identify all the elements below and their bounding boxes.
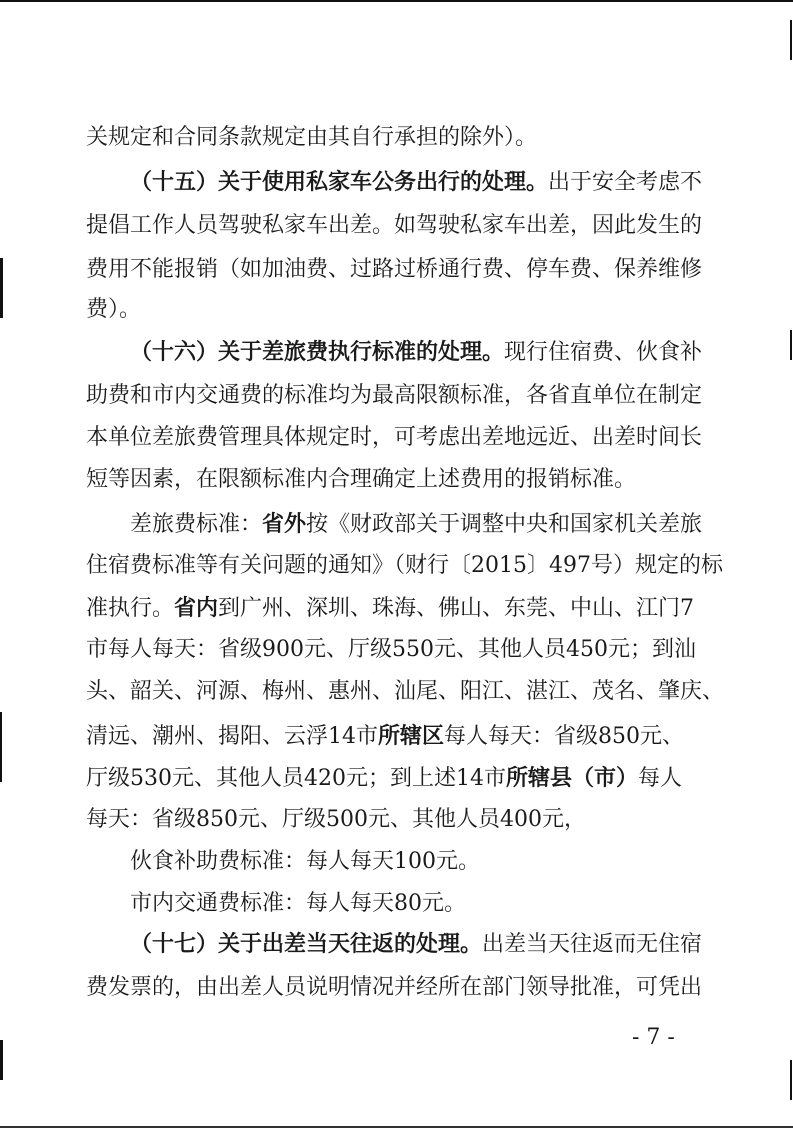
- text-line: [86, 722, 706, 750]
- local-transport-line: [130, 890, 750, 918]
- text-line: [86, 424, 706, 452]
- scan-edge-right: [790, 20, 792, 60]
- text: 伙食补助费标准：每人每天100元。: [130, 849, 480, 874]
- bold-term: 所辖区: [378, 723, 445, 749]
- text: 差旅费标准：: [130, 512, 263, 537]
- text: 头、韶关、河源、梅州、惠州、汕尾、阳江、湛江、茂名、肇庆、: [86, 679, 725, 704]
- text-line: [86, 678, 725, 706]
- text-line: [86, 594, 706, 622]
- text-line: [86, 296, 706, 324]
- section-17-heading: （十七）关于出差当天往返的处理。: [130, 931, 483, 957]
- text-line: [86, 806, 706, 834]
- scan-edge-right: [790, 330, 792, 360]
- text: 准执行。: [86, 596, 175, 621]
- text-line: [86, 764, 706, 792]
- section-16-heading: （十六）关于差旅费执行标准的处理。: [130, 339, 505, 365]
- text: 费）。: [86, 297, 142, 322]
- text-line: [86, 124, 706, 152]
- scan-edge-right: [790, 1060, 792, 1100]
- text: 提倡工作人员驾驶私家车出差。如驾驶私家车出差，因此发生的: [86, 213, 703, 238]
- text-line: [86, 382, 706, 410]
- travel-standard-line: [130, 510, 750, 538]
- scan-edge-bottom: [0, 1126, 793, 1128]
- text: 出于安全考虑不: [548, 170, 703, 195]
- text: 到广州、深圳、珠海、佛山、东莞、中山、江门7: [218, 596, 695, 621]
- text-line: [86, 974, 706, 1002]
- text-line: [86, 466, 706, 494]
- scan-edge-top: [0, 0, 793, 2]
- meal-allowance-line: [130, 848, 750, 876]
- bold-term: 省内: [174, 595, 219, 621]
- text: 清远、潮州、揭阳、云浮14市: [86, 724, 378, 749]
- scan-edge-left: [0, 1040, 3, 1080]
- scan-edge-left: [0, 258, 3, 318]
- section-15-heading: （十五）关于使用私家车公务出行的处理。: [130, 169, 549, 195]
- section-16-heading-line: [130, 338, 750, 366]
- section-15-heading-line: [130, 168, 750, 196]
- text-line: [86, 256, 706, 284]
- text: 短等因素，在限额标准内合理确定上述费用的报销标准。: [86, 467, 637, 492]
- page-number: - 7 -: [632, 1025, 675, 1050]
- text: 本单位差旅费管理具体规定时，可考虑出差地远近、出差时间长: [86, 425, 703, 450]
- text: 住宿费标准等有关问题的通知》（财行〔2015〕497号）规定的标: [86, 553, 723, 578]
- text: 市每人每天：省级900元、厅级550元、其他人员450元；到汕: [86, 637, 696, 662]
- text-line: [86, 552, 723, 580]
- scan-edge-left: [0, 712, 2, 782]
- text: 每人每天：省级850元、: [444, 724, 685, 749]
- bold-term: 所辖县（市）: [505, 765, 638, 791]
- text: 出差当天往返而无住宿: [482, 932, 703, 957]
- text: 费用不能报销（如加油费、过路过桥通行费、停车费、保养维修: [86, 257, 703, 282]
- text: 每天：省级850元、厅级500元、其他人员400元，: [86, 807, 586, 832]
- text: 费发票的，由出差人员说明情况并经所在部门领导批准，可凭出: [86, 975, 703, 1000]
- text: 现行住宿费、伙食补: [504, 340, 703, 365]
- text: 助费和市内交通费的标准均为最高限额标准，各省直单位在制定: [86, 383, 703, 408]
- section-17-heading-line: [130, 930, 750, 958]
- text-line: [86, 212, 706, 240]
- text-line: [86, 636, 706, 664]
- text: 市内交通费标准：每人每天80元。: [130, 891, 466, 916]
- text: 按《财政部关于调整中央和国家机关差旅: [306, 512, 703, 537]
- text: 每人: [638, 766, 683, 791]
- text: 厅级530元、其他人员420元；到上述14市: [86, 766, 506, 791]
- bold-term: 省外: [262, 511, 307, 537]
- text: 关规定和合同条款规定由其自行承担的除外）。: [86, 125, 538, 150]
